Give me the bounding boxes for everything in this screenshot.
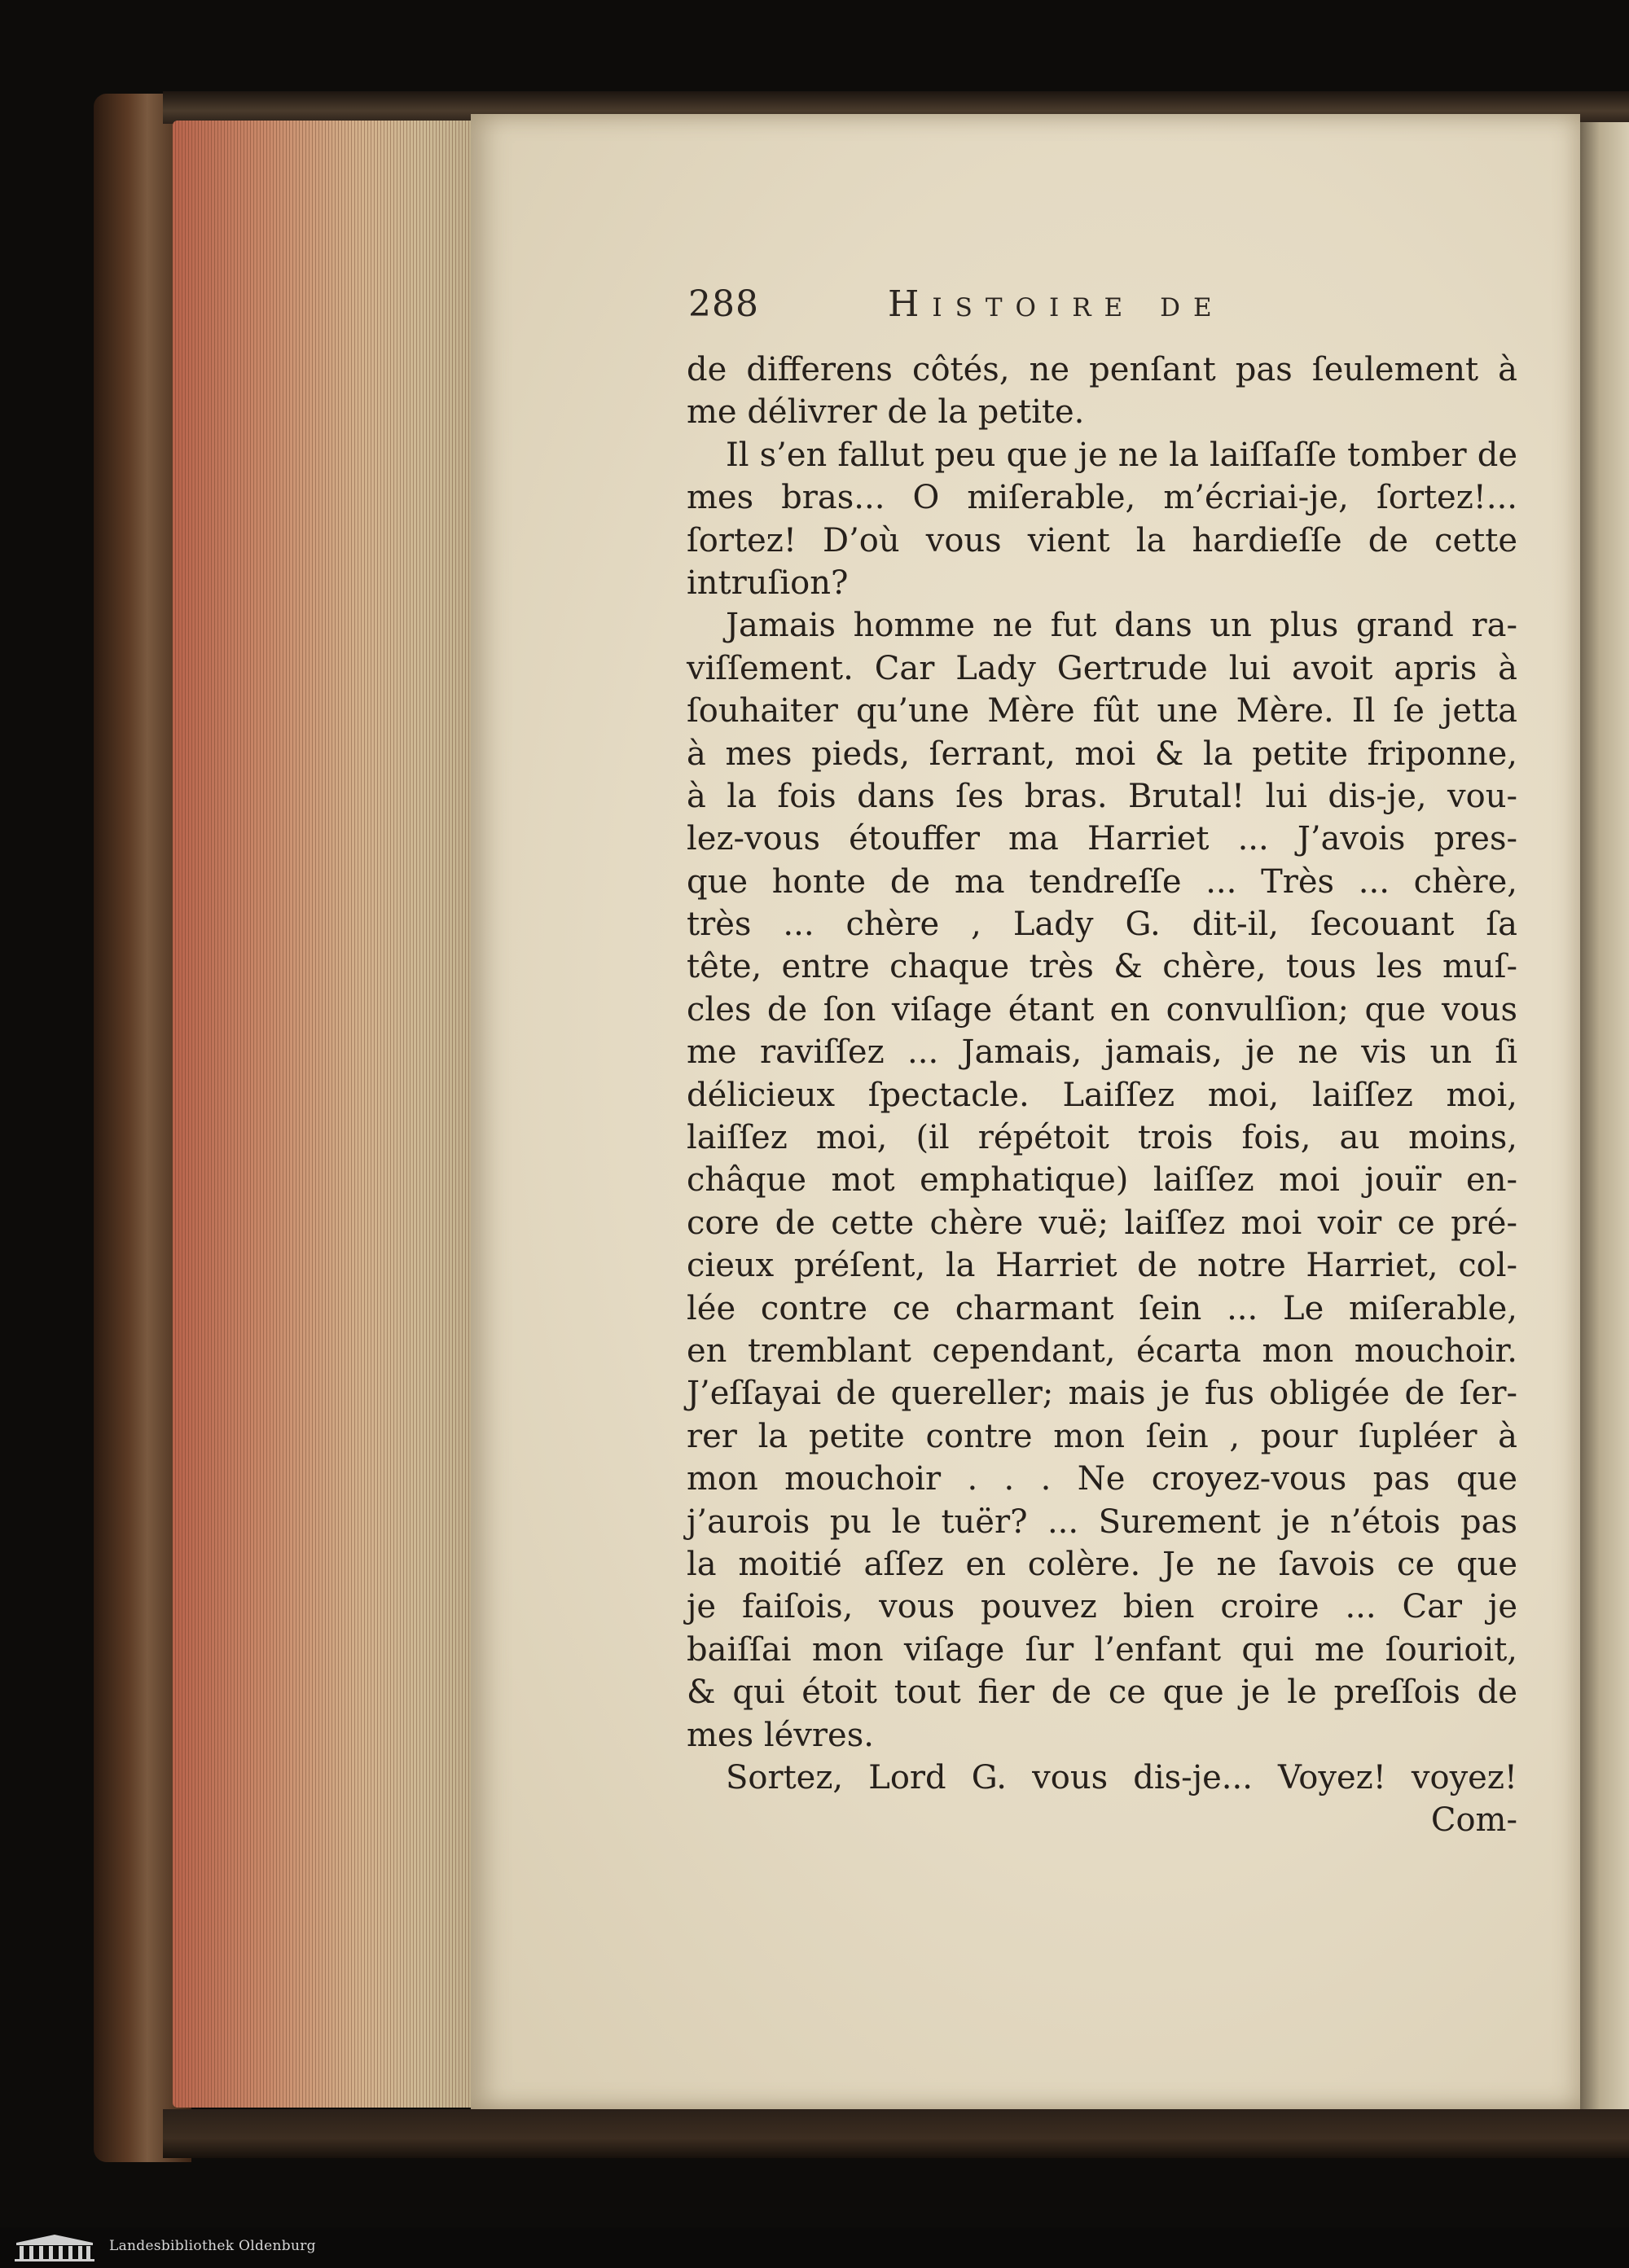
text-line: baiſſai mon viſage ſur l’enfant qui me ſourioit, — [687, 1630, 1517, 1669]
text-line: core de cette chère vuë; laiſſez moi voir ce pré- — [687, 1204, 1517, 1242]
page-header — [688, 283, 1519, 332]
text-line: de differens côtés, ne penſant pas ſeulement à — [687, 351, 1517, 388]
running-title: Histoire de — [888, 283, 1225, 325]
page-number: 288 — [688, 283, 759, 325]
text-line: mes bras... O miſerable, m’écriai-je, ſortez!... — [687, 479, 1517, 517]
text-line: tête, entre chaque très & chère, tous les muſ- — [687, 948, 1517, 986]
text-line: à mes pieds, ſerrant, moi & la petite friponne, — [687, 735, 1517, 773]
text-line: j’aurois pu le tuër? ... Surement je n’étois pas — [687, 1502, 1517, 1541]
text-line: J’eſſayai de quereller; mais je fus obligée de ſer- — [687, 1375, 1517, 1413]
text-line: lée contre ce charmant ſein ... Le miſerable, — [687, 1289, 1517, 1327]
text-line: que honte de ma tendreſſe ... Très ... chère, — [687, 862, 1517, 901]
text-line: la moitié aſſez en colère. Je ne ſavois ce que — [687, 1545, 1517, 1583]
text-line: rer la petite contre mon ſein , pour ſupléer à — [687, 1417, 1517, 1455]
text-line: je faiſois, vous pouvez bien croire ... Car je — [687, 1588, 1517, 1626]
text-line: cles de ſon viſage étant en convulſion; que vous — [687, 990, 1517, 1029]
facing-page-edge — [1580, 122, 1629, 2109]
text-line: mes lévres. — [687, 1716, 874, 1754]
text-line: ſouhaiter qu’une Mère fût une Mère. Il ſe jetta — [687, 692, 1517, 730]
text-line: à la fois dans ſes bras. Brutal! lui dis-je, vou- — [687, 777, 1517, 815]
text-line: ſortez! D’où vous vient la hardieſſe de cette — [687, 521, 1517, 559]
library-building-icon — [10, 2233, 99, 2262]
book-cover-bottom — [163, 2109, 1629, 2158]
text-line: cieux préſent, la Harriet de notre Harriet, col- — [687, 1247, 1517, 1285]
library-name: Landesbibliothek Oldenburg — [109, 2238, 316, 2254]
text-line: Jamais homme ne fut dans un plus grand ra- — [726, 607, 1517, 645]
text-line: très ... chère , Lady G. dit-il, ſecouant ſa — [687, 906, 1517, 944]
text-line: intruſion? — [687, 564, 849, 602]
text-line: me délivrer de la petite. — [687, 393, 1085, 432]
catchword: Com- — [1430, 1801, 1517, 1840]
text-line: lez-vous étouffer ma Harriet ... J’avois pres- — [687, 820, 1517, 858]
text-line: laiſſez moi, (il répétoit trois fois, au moins, — [687, 1119, 1517, 1157]
text-line: me raviſſez ... Jamais, jamais, je ne vis un ſi — [687, 1033, 1517, 1072]
text-line: châque mot emphatique) laiſſez moi jouïr en- — [687, 1161, 1517, 1200]
text-line: délicieux ſpectacle. Laiſſez moi, laiſſez moi, — [687, 1076, 1517, 1114]
text-line: viſſement. Car Lady Gertrude lui avoit apris à — [687, 649, 1517, 687]
text-line: en tremblant cependant, écarta mon mouchoir. — [687, 1331, 1517, 1370]
text-line: Il s’en fallut peu que je ne la laiſſaſſe tomber de — [726, 436, 1517, 474]
text-line: & qui étoit tout fier de ce que je le preſſois de — [687, 1674, 1517, 1712]
text-line: Sortez, Lord G. vous dis-je... Voyez! voyez! — [726, 1758, 1517, 1796]
page-text — [687, 349, 1517, 1842]
text-line: mon mouchoir . . . Ne croyez-vous pas que — [687, 1460, 1517, 1498]
page-edges — [173, 121, 486, 2108]
